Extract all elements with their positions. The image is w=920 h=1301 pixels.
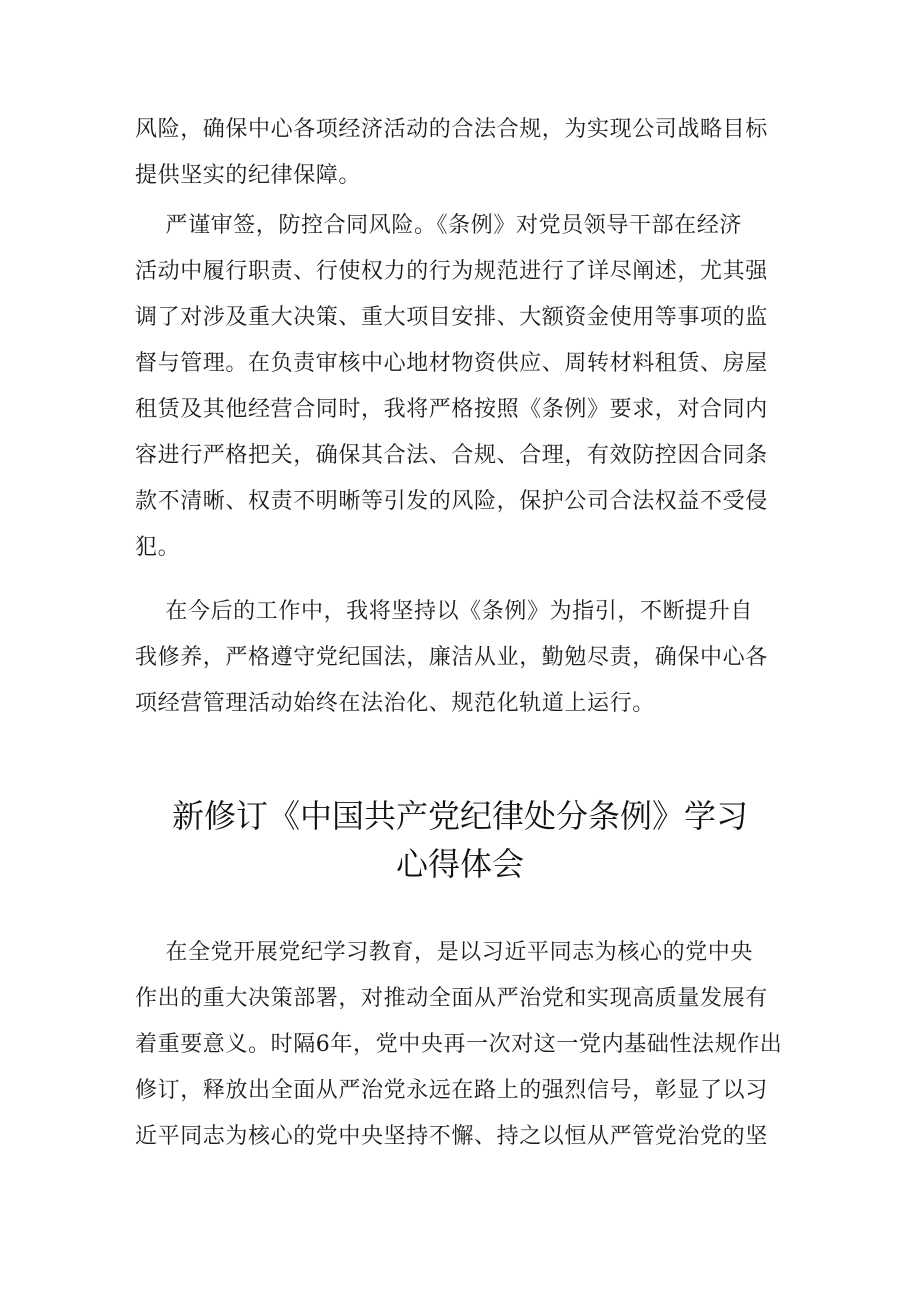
title-line: 新修订《中国共产党纪律处分条例》学习 bbox=[171, 797, 748, 835]
text-line: 着重要意义。时隔6年，党中央再一次对这一党内基础性法规作出 bbox=[135, 1032, 783, 1057]
text-line: 提供坚实的纪律保障。 bbox=[135, 163, 362, 188]
text-line: 项经营管理活动始终在法治化、规范化轨道上运行。 bbox=[135, 691, 655, 716]
text-line: 调了对涉及重大决策、重大项目安排、大额资金使用等事项的监 bbox=[135, 305, 768, 330]
paragraph-contract-review bbox=[135, 203, 790, 571]
paragraph-intro bbox=[135, 930, 790, 1160]
text-line: 在今后的工作中，我将坚持以《条例》为指引，不断提升自 bbox=[135, 599, 753, 624]
text-line: 修订，释放出全面从严治党永远在路上的强烈信号，彰显了以习 bbox=[135, 1078, 768, 1103]
text-line: 租赁及其他经营合同时，我将严格按照《条例》要求，对合同内 bbox=[135, 397, 768, 422]
text-line: 容进行严格把关，确保其合法、合规、合理，有效防控因合同条 bbox=[135, 443, 768, 468]
paragraph-continuation bbox=[135, 107, 790, 199]
text-line: 款不清晰、权责不明晰等引发的风险，保护公司合法权益不受侵 bbox=[135, 489, 768, 514]
paragraph-future-work bbox=[135, 589, 790, 727]
text-line: 督与管理。在负责审核中心地材物资供应、周转材料租赁、房屋 bbox=[135, 351, 768, 376]
title-line: 心得体会 bbox=[395, 845, 524, 883]
text-line: 严谨审签，防控合同风险。《条例》对党员领导干部在经济 bbox=[135, 213, 742, 238]
text-line: 近平同志为核心的党中央坚持不懈、持之以恒从严管党治党的坚 bbox=[135, 1124, 768, 1149]
text-line: 我修养，严格遵守党纪国法，廉洁从业，勤勉尽责，确保中心各 bbox=[135, 645, 768, 670]
text-line: 在全党开展党纪学习教育，是以习近平同志为核心的党中央 bbox=[135, 940, 753, 965]
text-line: 犯。 bbox=[135, 535, 181, 560]
document-title bbox=[100, 792, 820, 888]
text-line: 风险，确保中心各项经济活动的合法合规，为实现公司战略目标 bbox=[135, 117, 768, 142]
text-line: 作出的重大决策部署，对推动全面从严治党和实现高质量发展有 bbox=[135, 986, 768, 1011]
text-line: 活动中履行职责、行使权力的行为规范进行了详尽阐述，尤其强 bbox=[135, 259, 768, 284]
